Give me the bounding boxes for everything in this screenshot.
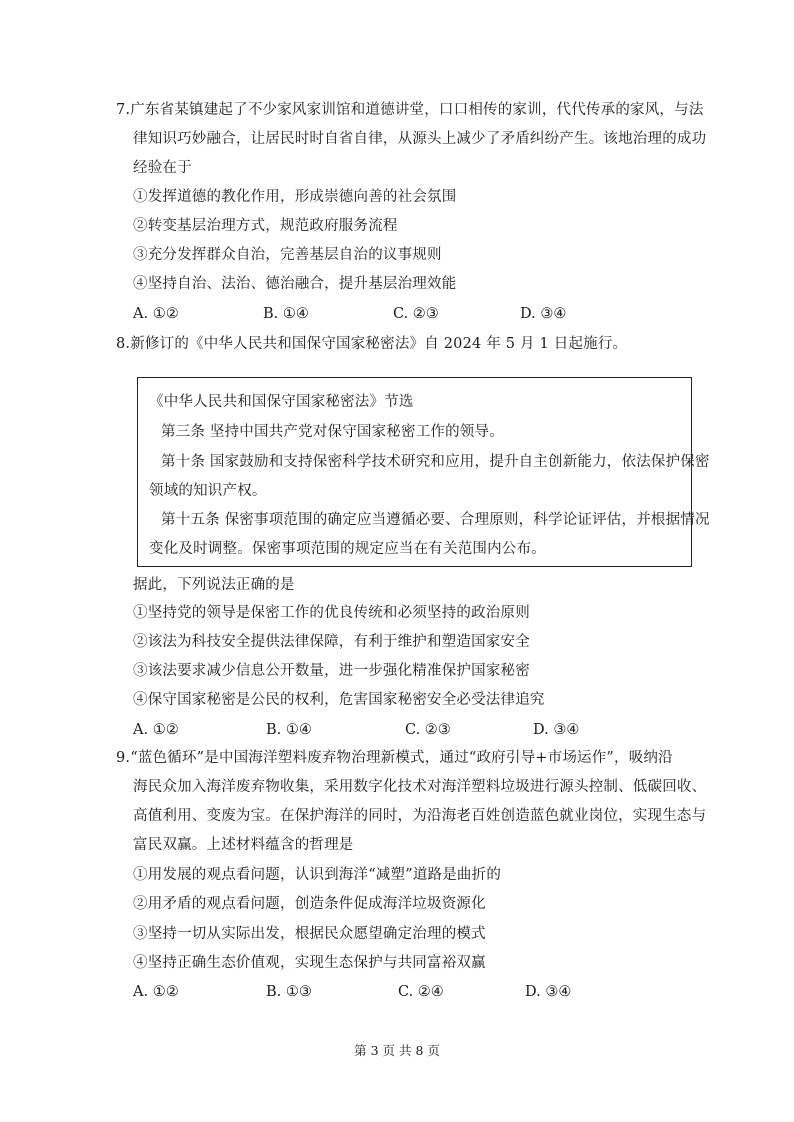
law-article-10-line-1: 第十条 国家鼓励和支持保密科学技术研究和应用，提升自主创新能力，依法保护保密 xyxy=(161,454,710,470)
q8-item-4: ④保守国家秘密是公民的权利，危害国家秘密安全必受法律追究 xyxy=(133,692,545,708)
q8-question: 据此，下列说法正确的是 xyxy=(133,577,295,593)
q8-option-a[interactable]: A. ①② xyxy=(133,722,179,738)
law-article-10-line-2: 领域的知识产权。 xyxy=(149,483,267,499)
q8-stem: 8.新修订的《中华人民共和国保守国家秘密法》自 2024 年 5 月 1 日起施行。 xyxy=(116,336,628,352)
law-article-3: 第三条 坚持中国共产党对保守国家秘密工作的领导。 xyxy=(161,424,504,440)
q7-item-1: ①发挥道德的教化作用，形成崇德向善的社会氛围 xyxy=(133,189,457,205)
q9-stem-line-2: 海民众加入海洋废弃物收集，采用数字化技术对海洋塑料垃圾进行源头控制、低碳回收、 xyxy=(133,779,707,795)
q9-stem-line-4: 富民双赢。上述材料蕴含的哲理是 xyxy=(133,837,354,853)
q7-option-b[interactable]: B. ①④ xyxy=(263,306,309,322)
q9-options xyxy=(0,982,794,1002)
q9-item-1: ①用发展的观点看问题，认识到海洋“减塑”道路是曲折的 xyxy=(133,867,502,883)
q9-stem-line-3: 高值利用、变废为宝。在保护海洋的同时，为沿海老百姓创造蓝色就业岗位，实现生态与 xyxy=(133,808,707,824)
q9-item-4: ④坚持正确生态价值观，实现生态保护与共同富裕双赢 xyxy=(133,955,486,971)
q8-item-1: ①坚持党的领导是保密工作的优良传统和必须坚持的政治原则 xyxy=(133,605,530,621)
q8-item-3: ③该法要求减少信息公开数量，进一步强化精准保护国家秘密 xyxy=(133,663,530,679)
q8-item-2: ②该法为科技安全提供法律保障，有利于维护和塑造国家安全 xyxy=(133,634,530,650)
q8-option-d[interactable]: D. ③④ xyxy=(533,722,580,738)
page-number-footer: 第 3 页 共 8 页 xyxy=(354,1043,440,1058)
q7-option-d[interactable]: D. ③④ xyxy=(520,306,567,322)
q7-option-c[interactable]: C. ②③ xyxy=(393,306,439,322)
law-excerpt-title: 《中华人民共和国保守国家秘密法》节选 xyxy=(149,394,414,410)
q7-item-2: ②转变基层治理方式，规范政府服务流程 xyxy=(133,218,398,234)
q7-options xyxy=(0,304,794,324)
q9-item-3: ③坚持一切从实际出发，根据民众愿望确定治理的模式 xyxy=(133,926,486,942)
law-article-15-line-2: 变化及时调整。保密事项范围的规定应当在有关范围内公布。 xyxy=(149,541,546,557)
q7-stem-line-3: 经验在于 xyxy=(133,160,192,176)
q9-item-2: ②用矛盾的观点看问题，创造条件促成海洋垃圾资源化 xyxy=(133,896,486,912)
q8-option-c[interactable]: C. ②③ xyxy=(405,722,451,738)
q7-item-4: ④坚持自治、法治、德治融合，提升基层治理效能 xyxy=(133,276,457,292)
q7-option-a[interactable]: A. ①② xyxy=(133,306,179,322)
q9-option-c[interactable]: C. ②④ xyxy=(398,984,444,1000)
q7-item-3: ③充分发挥群众自治，完善基层自治的议事规则 xyxy=(133,247,442,263)
law-article-15-line-1: 第十五条 保密事项范围的确定应当遵循必要、合理原则，科学论证评估，并根据情况 xyxy=(161,512,710,528)
q8-options xyxy=(0,720,794,740)
q9-option-a[interactable]: A. ①② xyxy=(133,984,179,1000)
q9-option-b[interactable]: B. ①③ xyxy=(266,984,312,1000)
q8-option-b[interactable]: B. ①④ xyxy=(266,722,312,738)
q7-stem-line-1: 7.广东省某镇建起了不少家风家训馆和道德讲堂，口口相传的家训，代代传承的家风，与法 xyxy=(116,102,704,118)
q9-stem-line-1: 9.“蓝色循环”是中国海洋塑料废弃物治理新模式，通过“政府引导+市场运作”，吸纳沿 xyxy=(116,750,673,766)
q7-stem-line-2: 律知识巧妙融合，让居民时时自省自律，从源头上减少了矛盾纠纷产生。该地治理的成功 xyxy=(133,131,707,147)
q9-option-d[interactable]: D. ③④ xyxy=(525,984,572,1000)
